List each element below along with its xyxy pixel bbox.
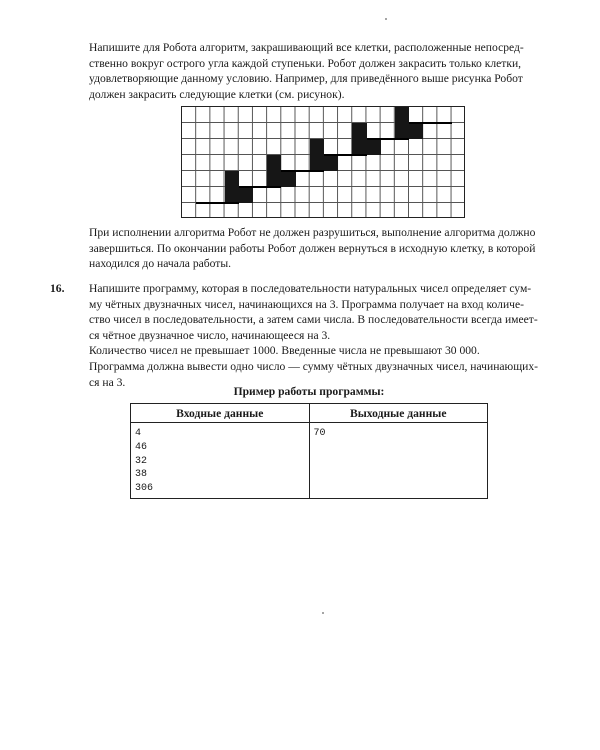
painted-cell — [409, 123, 423, 139]
painted-cell — [225, 171, 239, 187]
text-line: удовлетворяющие данному условию. Например, для приведённого выше рисунка Робот — [89, 72, 523, 86]
wall-segment — [239, 186, 282, 188]
wall-segment — [324, 154, 367, 156]
task-15-instructions — [89, 40, 559, 102]
painted-cell — [324, 155, 338, 171]
text-line: При исполнении алгоритма Робот не должен разрушиться, выполнение алгоритма должно — [89, 226, 536, 239]
painted-cell — [367, 139, 381, 155]
text-line: ство чисел в последовательности, а затем сами числа. В последовательности всегда имеет- — [89, 313, 538, 327]
robot-field-grid — [181, 106, 465, 218]
painted-cell — [352, 139, 366, 155]
text-line: Количество чисел не превышает 1000. Введенные числа не превышают 30 000. — [89, 344, 480, 358]
painted-cell — [395, 107, 409, 123]
painted-cell — [239, 187, 253, 203]
data-value: 32 — [135, 455, 148, 467]
example-table — [130, 403, 488, 499]
data-value: 46 — [135, 441, 148, 453]
data-value: 4 — [135, 428, 142, 439]
scan-speck — [322, 612, 324, 614]
wall-segment — [281, 170, 324, 172]
example-caption: Пример работы программы: — [233, 385, 385, 398]
painted-cell — [267, 155, 281, 171]
output-header: Выходные данные — [309, 404, 488, 423]
task-16-statement — [89, 281, 559, 390]
text-line: Напишите для Робота алгоритм, закрашивающий все клетки, расположенные непосред- — [89, 41, 524, 54]
text-line: должен закрасить следующие клетки (см. рисунок). — [89, 87, 345, 101]
text-line: му чётных двузначных чисел, начинающихся на 3. Программа получает на вход количе- — [89, 297, 524, 311]
painted-cell — [395, 123, 409, 139]
input-header: Входные данные — [131, 404, 310, 423]
text-line: Напишите программу, которая в последовательности натуральных чисел определяет сум- — [89, 282, 532, 295]
scan-speck — [385, 18, 387, 20]
input-cell — [131, 423, 310, 499]
data-value: 306 — [135, 483, 154, 495]
output-cell — [309, 423, 488, 499]
painted-cell — [281, 171, 295, 187]
painted-cell — [267, 171, 281, 187]
task-15-constraints — [89, 225, 559, 272]
text-line: находился до начала работы. — [89, 257, 232, 271]
text-line: ственно вокруг острого угла каждой ступеньки. Робот должен закрасить только клетки, — [89, 56, 522, 70]
painted-cell — [352, 123, 366, 139]
text-line: завершиться. По окончании работы Робот должен вернуться в исходную клетку, в которой — [89, 241, 536, 255]
painted-cell — [310, 155, 324, 171]
data-value: 38 — [135, 469, 148, 481]
painted-cell — [225, 187, 239, 203]
wall-segment — [196, 202, 239, 204]
wall-segment — [409, 122, 452, 124]
data-value: 70 — [313, 428, 326, 439]
text-line: ся на 3. — [89, 375, 126, 389]
wall-segment — [367, 138, 410, 140]
task-number: 16. — [50, 282, 65, 295]
text-line: ся чётное двузначное число, начинающееся на 3. — [89, 328, 331, 342]
text-line: Программа должна вывести одно число — сумму чётных двузначных чисел, начинающих- — [89, 359, 538, 373]
painted-cell — [310, 139, 324, 155]
